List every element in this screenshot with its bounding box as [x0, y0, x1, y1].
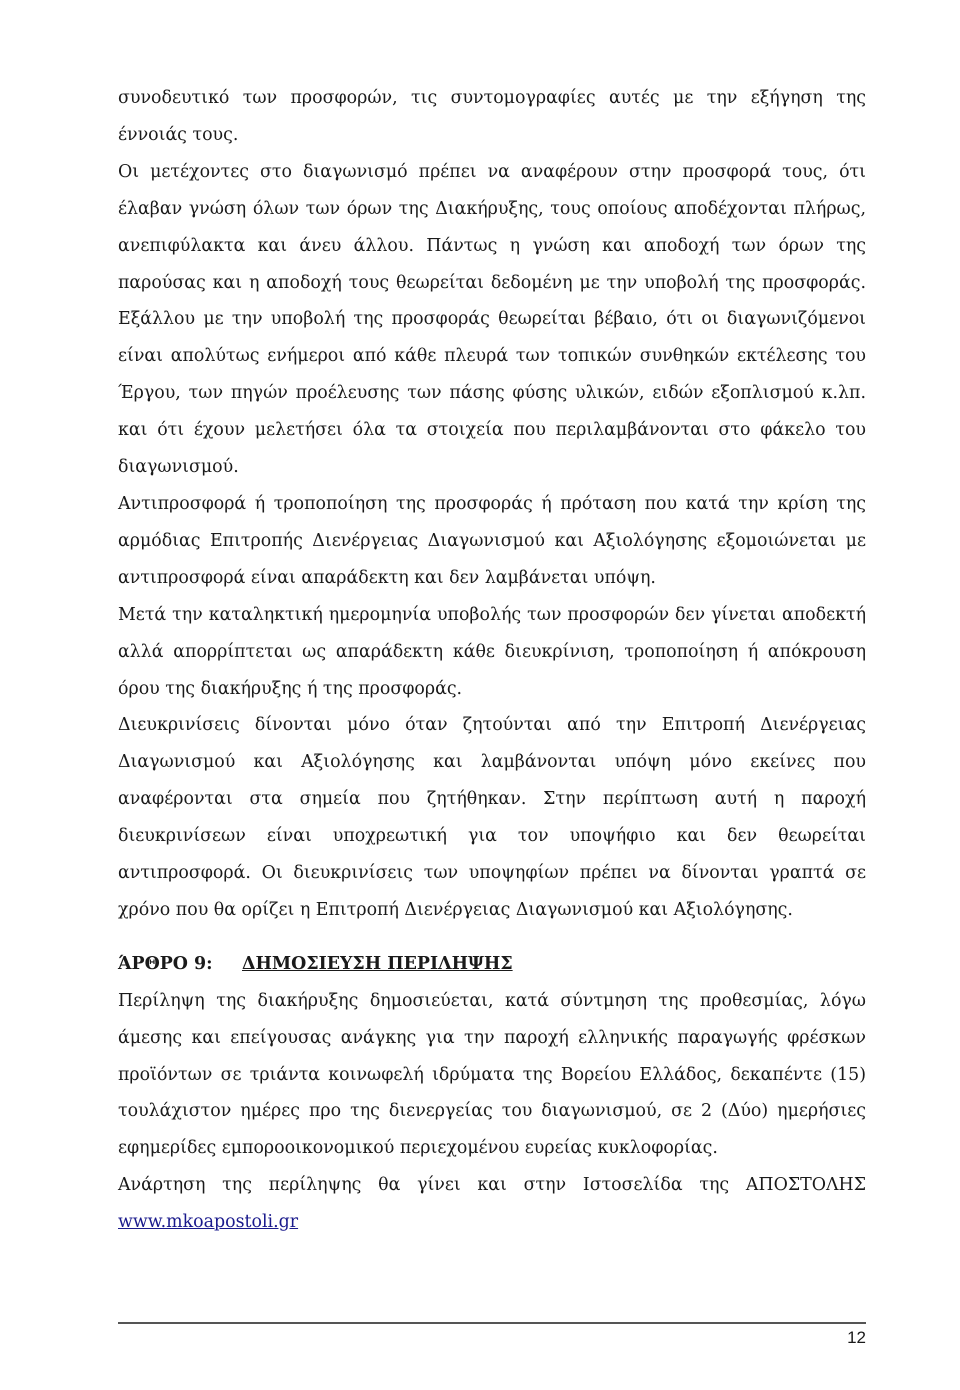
paragraph-clarifications: Διευκρινίσεις δίνονται μόνο όταν ζητούνται από την Επιτροπή Διενέργειας Διαγωνισμού και Αξιολόγησης και λαμβάνονται υπόψη μόνο εκείνες που αναφέρονται στα σημεία που ζητήθηκαν. Στην περίπτωση αυτή η παροχή διευκρινίσεων είναι υποχρεωτική για τον υποψήφιο και δεν θεωρείται αντιπροσφορά. Οι διευκρινίσεις των υποψηφίων πρέπει να δίνονται γραπτά σε χρόνο που θα ορίζει η Επιτροπή Διενέργειας Διαγωνισμού και Αξιολόγησης.: [118, 715, 866, 920]
paragraph-website-posting: Ανάρτηση της περίληψης θα γίνει και στην Ιστοσελίδα της ΑΠΟΣΤΟΛΗΣ: [118, 1175, 866, 1196]
website-link-line: [118, 1204, 866, 1241]
footer-divider: [118, 1322, 866, 1324]
paragraph-counter-offer: Αντιπροσφορά ή τροποποίηση της προσφοράς ή πρόταση που κατά την κρίση της αρμόδιας Επιτροπής Διενέργειας Διαγωνισμού και Αξιολόγησης εξομοιώνεται με αντιπροσφορά είναι απαράδεκτη και δεν λαμβάνεται υπόψη.: [118, 493, 866, 588]
website-link[interactable]: www.mkoapostoli.gr: [118, 1212, 299, 1233]
paragraph-abbreviations: συνοδευτικό των προσφορών, τις συντομογραφίες αυτές με την εξήγηση της έννοιάς τους.: [118, 88, 866, 145]
page-number: 12: [847, 1328, 866, 1347]
article-number: ΆΡΘΡΟ 9:: [118, 953, 213, 974]
document-page: [118, 80, 866, 1241]
article-title: ΔΗΜΟΣΙΕΥΣΗ ΠΕΡΙΛΗΨΗΣ: [242, 953, 513, 974]
paragraph-acceptance-of-terms: Οι μετέχοντες στο διαγωνισμό πρέπει να αναφέρουν στην προσφορά τους, ότι έλαβαν γνώση όλων των όρων της Διακήρυξης, τους οποίους αποδέχονται πλήρως, ανεπιφύλακτα και άνευ άλλου. Πάντως η γνώση και αποδοχή των όρων της παρούσας και η αποδοχή τους θεωρείται δεδομένη με την υποβολή της προσφοράς. Εξάλλου με την υποβολή της προσφοράς θεωρείται βέβαιο, ότι οι διαγωνιζόμενοι είναι απολύτως ενήμεροι από κάθε πλευρά των τοπικών συνθηκών εκτέλεσης του Έργου, των πηγών προέλευσης των πάσης φύσης υλικών, ειδών εξοπλισμού κ.λπ. και ότι έχουν μελετήσει όλα τα στοιχεία που περιλαμβάνονται στο φάκελο του διαγωνισμού.: [118, 161, 866, 478]
article-heading: [118, 946, 866, 983]
paragraph-publication: Περίληψη της διακήρυξης δημοσιεύεται, κατά σύντμηση της προθεσμίας, λόγω άμεσης και επείγουσας ανάγκης για την παροχή ελληνικής παραγωγής φρέσκων προϊόντων σε τριάντα κοινωφελή ιδρύματα της Βορείου Ελλάδος, δεκαπέντε (15) τουλάχιστον ημέρες προ της διενεργείας του διαγωνισμού, σε 2 (Δύο) ημερήσιες εφημερίδες εμποροοικονομικού περιεχομένου ευρείας κυκλοφορίας.: [118, 990, 866, 1159]
paragraph-after-deadline: Μετά την καταληκτική ημερομηνία υποβολής των προσφορών δεν γίνεται αποδεκτή αλλά απορρίπτεται ως απαράδεκτη κάθε διευκρίνιση, τροποποίηση ή απόκρουση όρου της διακήρυξης ή της προσφοράς.: [118, 604, 866, 699]
